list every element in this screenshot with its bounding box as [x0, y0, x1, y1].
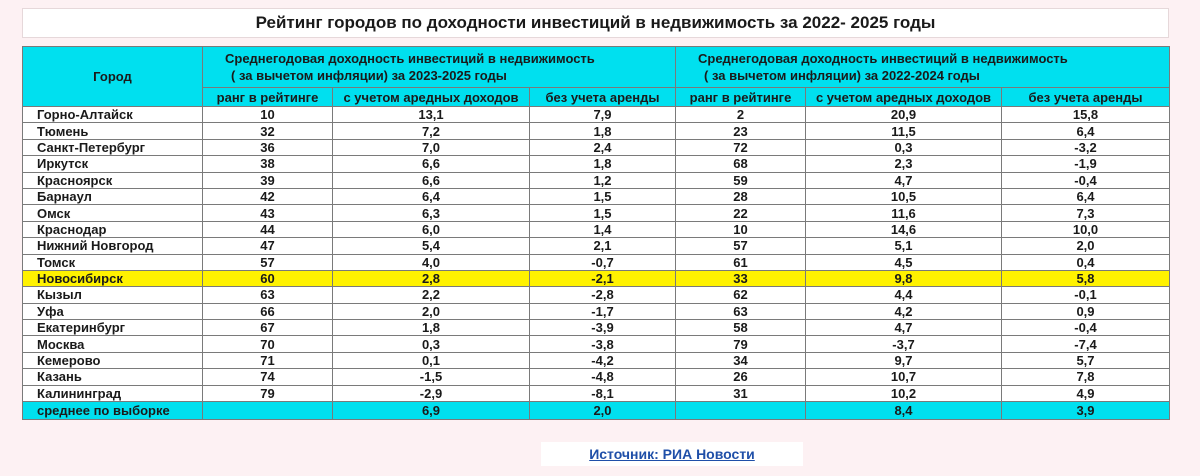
group-header-line-1: Среднегодовая доходность инвестиций в недвижимость — [225, 51, 595, 66]
value-cell: 14,6 — [806, 221, 1002, 237]
value-cell: -2,1 — [530, 270, 676, 286]
table-row — [23, 385, 1170, 401]
page-title: Рейтинг городов по доходности инвестиций в недвижимость за 2022- 2025 годы — [22, 8, 1169, 38]
value-cell: 60 — [203, 270, 333, 286]
city-cell: Санкт-Петербург — [23, 139, 203, 155]
value-cell: 2,0 — [1002, 238, 1170, 254]
table-row — [23, 156, 1170, 172]
value-cell: 11,5 — [806, 123, 1002, 139]
value-cell: 0,3 — [806, 139, 1002, 155]
table-row — [23, 107, 1170, 123]
value-cell: 2,4 — [530, 139, 676, 155]
value-cell: 33 — [676, 270, 806, 286]
value-cell: 1,2 — [530, 172, 676, 188]
value-cell: 10 — [676, 221, 806, 237]
source-box — [541, 442, 803, 466]
table-row — [23, 254, 1170, 270]
value-cell: 63 — [203, 287, 333, 303]
city-cell: Иркутск — [23, 156, 203, 172]
subheader-cell: ранг в рейтинге — [676, 88, 806, 107]
table-row — [23, 369, 1170, 385]
value-cell: 4,2 — [806, 303, 1002, 319]
value-cell: 72 — [676, 139, 806, 155]
value-cell: 9,8 — [806, 270, 1002, 286]
value-cell: 6,4 — [1002, 188, 1170, 204]
average-value-cell: 3,9 — [1002, 402, 1170, 420]
city-cell: Кызыл — [23, 287, 203, 303]
value-cell: 36 — [203, 139, 333, 155]
value-cell: 2,0 — [333, 303, 530, 319]
value-cell: -0,7 — [530, 254, 676, 270]
subheader-cell: ранг в рейтинге — [203, 88, 333, 107]
city-cell: Нижний Новгород — [23, 238, 203, 254]
value-cell: 74 — [203, 369, 333, 385]
city-cell: Барнаул — [23, 188, 203, 204]
value-cell: -1,7 — [530, 303, 676, 319]
value-cell: -3,7 — [806, 336, 1002, 352]
value-cell: 4,0 — [333, 254, 530, 270]
value-cell: 2 — [676, 107, 806, 123]
value-cell: 5,4 — [333, 238, 530, 254]
value-cell: 0,3 — [333, 336, 530, 352]
value-cell: 39 — [203, 172, 333, 188]
city-cell: Екатеринбург — [23, 320, 203, 336]
value-cell: 31 — [676, 385, 806, 401]
value-cell: 70 — [203, 336, 333, 352]
average-value-cell: 6,9 — [333, 402, 530, 420]
table-row — [23, 352, 1170, 368]
value-cell: 4,7 — [806, 320, 1002, 336]
value-cell: 66 — [203, 303, 333, 319]
value-cell: 57 — [676, 238, 806, 254]
average-value-cell — [676, 402, 806, 420]
value-cell: -2,9 — [333, 385, 530, 401]
table-row — [23, 188, 1170, 204]
value-cell: 2,1 — [530, 238, 676, 254]
value-cell: 43 — [203, 205, 333, 221]
city-cell: Томск — [23, 254, 203, 270]
table-row — [23, 238, 1170, 254]
value-cell: -1,5 — [333, 369, 530, 385]
value-cell: 79 — [676, 336, 806, 352]
table-row — [23, 303, 1170, 319]
city-cell: Кемерово — [23, 352, 203, 368]
subheader-cell: с учетом аредных доходов — [333, 88, 530, 107]
value-cell: 2,2 — [333, 287, 530, 303]
city-column-header: Город — [23, 47, 203, 107]
value-cell: -7,4 — [1002, 336, 1170, 352]
value-cell: -8,1 — [530, 385, 676, 401]
value-cell: 23 — [676, 123, 806, 139]
value-cell: -1,9 — [1002, 156, 1170, 172]
value-cell: 7,9 — [530, 107, 676, 123]
value-cell: 10,0 — [1002, 221, 1170, 237]
value-cell: 4,4 — [806, 287, 1002, 303]
group-header-2022-2024 — [676, 47, 1170, 88]
value-cell: 0,9 — [1002, 303, 1170, 319]
value-cell: 1,4 — [530, 221, 676, 237]
value-cell: 28 — [676, 188, 806, 204]
subheader-cell: с учетом аредных доходов — [806, 88, 1002, 107]
value-cell: 1,8 — [530, 156, 676, 172]
value-cell: 6,4 — [1002, 123, 1170, 139]
value-cell: 9,7 — [806, 352, 1002, 368]
value-cell: 2,8 — [333, 270, 530, 286]
value-cell: 4,7 — [806, 172, 1002, 188]
value-cell: -0,4 — [1002, 320, 1170, 336]
value-cell: 58 — [676, 320, 806, 336]
average-value-cell: 2,0 — [530, 402, 676, 420]
average-row — [23, 402, 1170, 420]
group-header-line-1: Среднегодовая доходность инвестиций в недвижимость — [698, 51, 1068, 66]
city-cell: Москва — [23, 336, 203, 352]
value-cell: 0,4 — [1002, 254, 1170, 270]
value-cell: 1,8 — [530, 123, 676, 139]
value-cell: 26 — [676, 369, 806, 385]
value-cell: 1,8 — [333, 320, 530, 336]
value-cell: 10,5 — [806, 188, 1002, 204]
city-cell: Новосибирск — [23, 270, 203, 286]
source-link[interactable]: Источник: РИА Новости — [589, 446, 755, 462]
value-cell: 57 — [203, 254, 333, 270]
value-cell: 7,8 — [1002, 369, 1170, 385]
value-cell: 11,6 — [806, 205, 1002, 221]
value-cell: 79 — [203, 385, 333, 401]
value-cell: 32 — [203, 123, 333, 139]
table-row — [23, 139, 1170, 155]
value-cell: 6,6 — [333, 156, 530, 172]
value-cell: 44 — [203, 221, 333, 237]
value-cell: -2,8 — [530, 287, 676, 303]
city-cell: Калининград — [23, 385, 203, 401]
value-cell: 0,1 — [333, 352, 530, 368]
value-cell: 1,5 — [530, 188, 676, 204]
value-cell: 15,8 — [1002, 107, 1170, 123]
value-cell: -3,2 — [1002, 139, 1170, 155]
group-header-line-2: ( за вычетом инфляции) за 2023-2025 годы — [231, 68, 507, 83]
value-cell: 1,5 — [530, 205, 676, 221]
value-cell: 2,3 — [806, 156, 1002, 172]
value-cell: 34 — [676, 352, 806, 368]
value-cell: -3,9 — [530, 320, 676, 336]
table-row — [23, 221, 1170, 237]
average-value-cell — [203, 402, 333, 420]
value-cell: 71 — [203, 352, 333, 368]
group-header-line-2: ( за вычетом инфляции) за 2022-2024 годы — [704, 68, 980, 83]
value-cell: -0,4 — [1002, 172, 1170, 188]
value-cell: 68 — [676, 156, 806, 172]
group-header-2023-2025 — [203, 47, 676, 88]
value-cell: 6,0 — [333, 221, 530, 237]
value-cell: 5,1 — [806, 238, 1002, 254]
city-cell: Горно-Алтайск — [23, 107, 203, 123]
city-cell: Краснодар — [23, 221, 203, 237]
value-cell: 47 — [203, 238, 333, 254]
value-cell: 63 — [676, 303, 806, 319]
value-cell: -4,2 — [530, 352, 676, 368]
table-row — [23, 205, 1170, 221]
table-row — [23, 123, 1170, 139]
city-cell: Красноярск — [23, 172, 203, 188]
table-row — [23, 336, 1170, 352]
value-cell: 10,2 — [806, 385, 1002, 401]
table-row-highlighted — [23, 270, 1170, 286]
average-value-cell: 8,4 — [806, 402, 1002, 420]
value-cell: 20,9 — [806, 107, 1002, 123]
value-cell: 38 — [203, 156, 333, 172]
value-cell: -4,8 — [530, 369, 676, 385]
value-cell: 67 — [203, 320, 333, 336]
value-cell: 59 — [676, 172, 806, 188]
table-row — [23, 320, 1170, 336]
value-cell: 6,4 — [333, 188, 530, 204]
value-cell: 4,9 — [1002, 385, 1170, 401]
average-label: среднее по выборке — [23, 402, 203, 420]
value-cell: 5,8 — [1002, 270, 1170, 286]
subheader-cell: без учета аренды — [1002, 88, 1170, 107]
value-cell: 5,7 — [1002, 352, 1170, 368]
value-cell: 62 — [676, 287, 806, 303]
city-cell: Тюмень — [23, 123, 203, 139]
value-cell: 7,2 — [333, 123, 530, 139]
value-cell: 6,6 — [333, 172, 530, 188]
table-row — [23, 172, 1170, 188]
city-cell: Уфа — [23, 303, 203, 319]
value-cell: -0,1 — [1002, 287, 1170, 303]
value-cell: 42 — [203, 188, 333, 204]
table-row — [23, 287, 1170, 303]
value-cell: 13,1 — [333, 107, 530, 123]
value-cell: 6,3 — [333, 205, 530, 221]
value-cell: 22 — [676, 205, 806, 221]
city-cell: Казань — [23, 369, 203, 385]
value-cell: 10 — [203, 107, 333, 123]
value-cell: 7,0 — [333, 139, 530, 155]
city-ranking-table — [22, 46, 1170, 420]
value-cell: 7,3 — [1002, 205, 1170, 221]
subheader-cell: без учета аренды — [530, 88, 676, 107]
value-cell: 61 — [676, 254, 806, 270]
value-cell: 10,7 — [806, 369, 1002, 385]
city-cell: Омск — [23, 205, 203, 221]
value-cell: 4,5 — [806, 254, 1002, 270]
value-cell: -3,8 — [530, 336, 676, 352]
